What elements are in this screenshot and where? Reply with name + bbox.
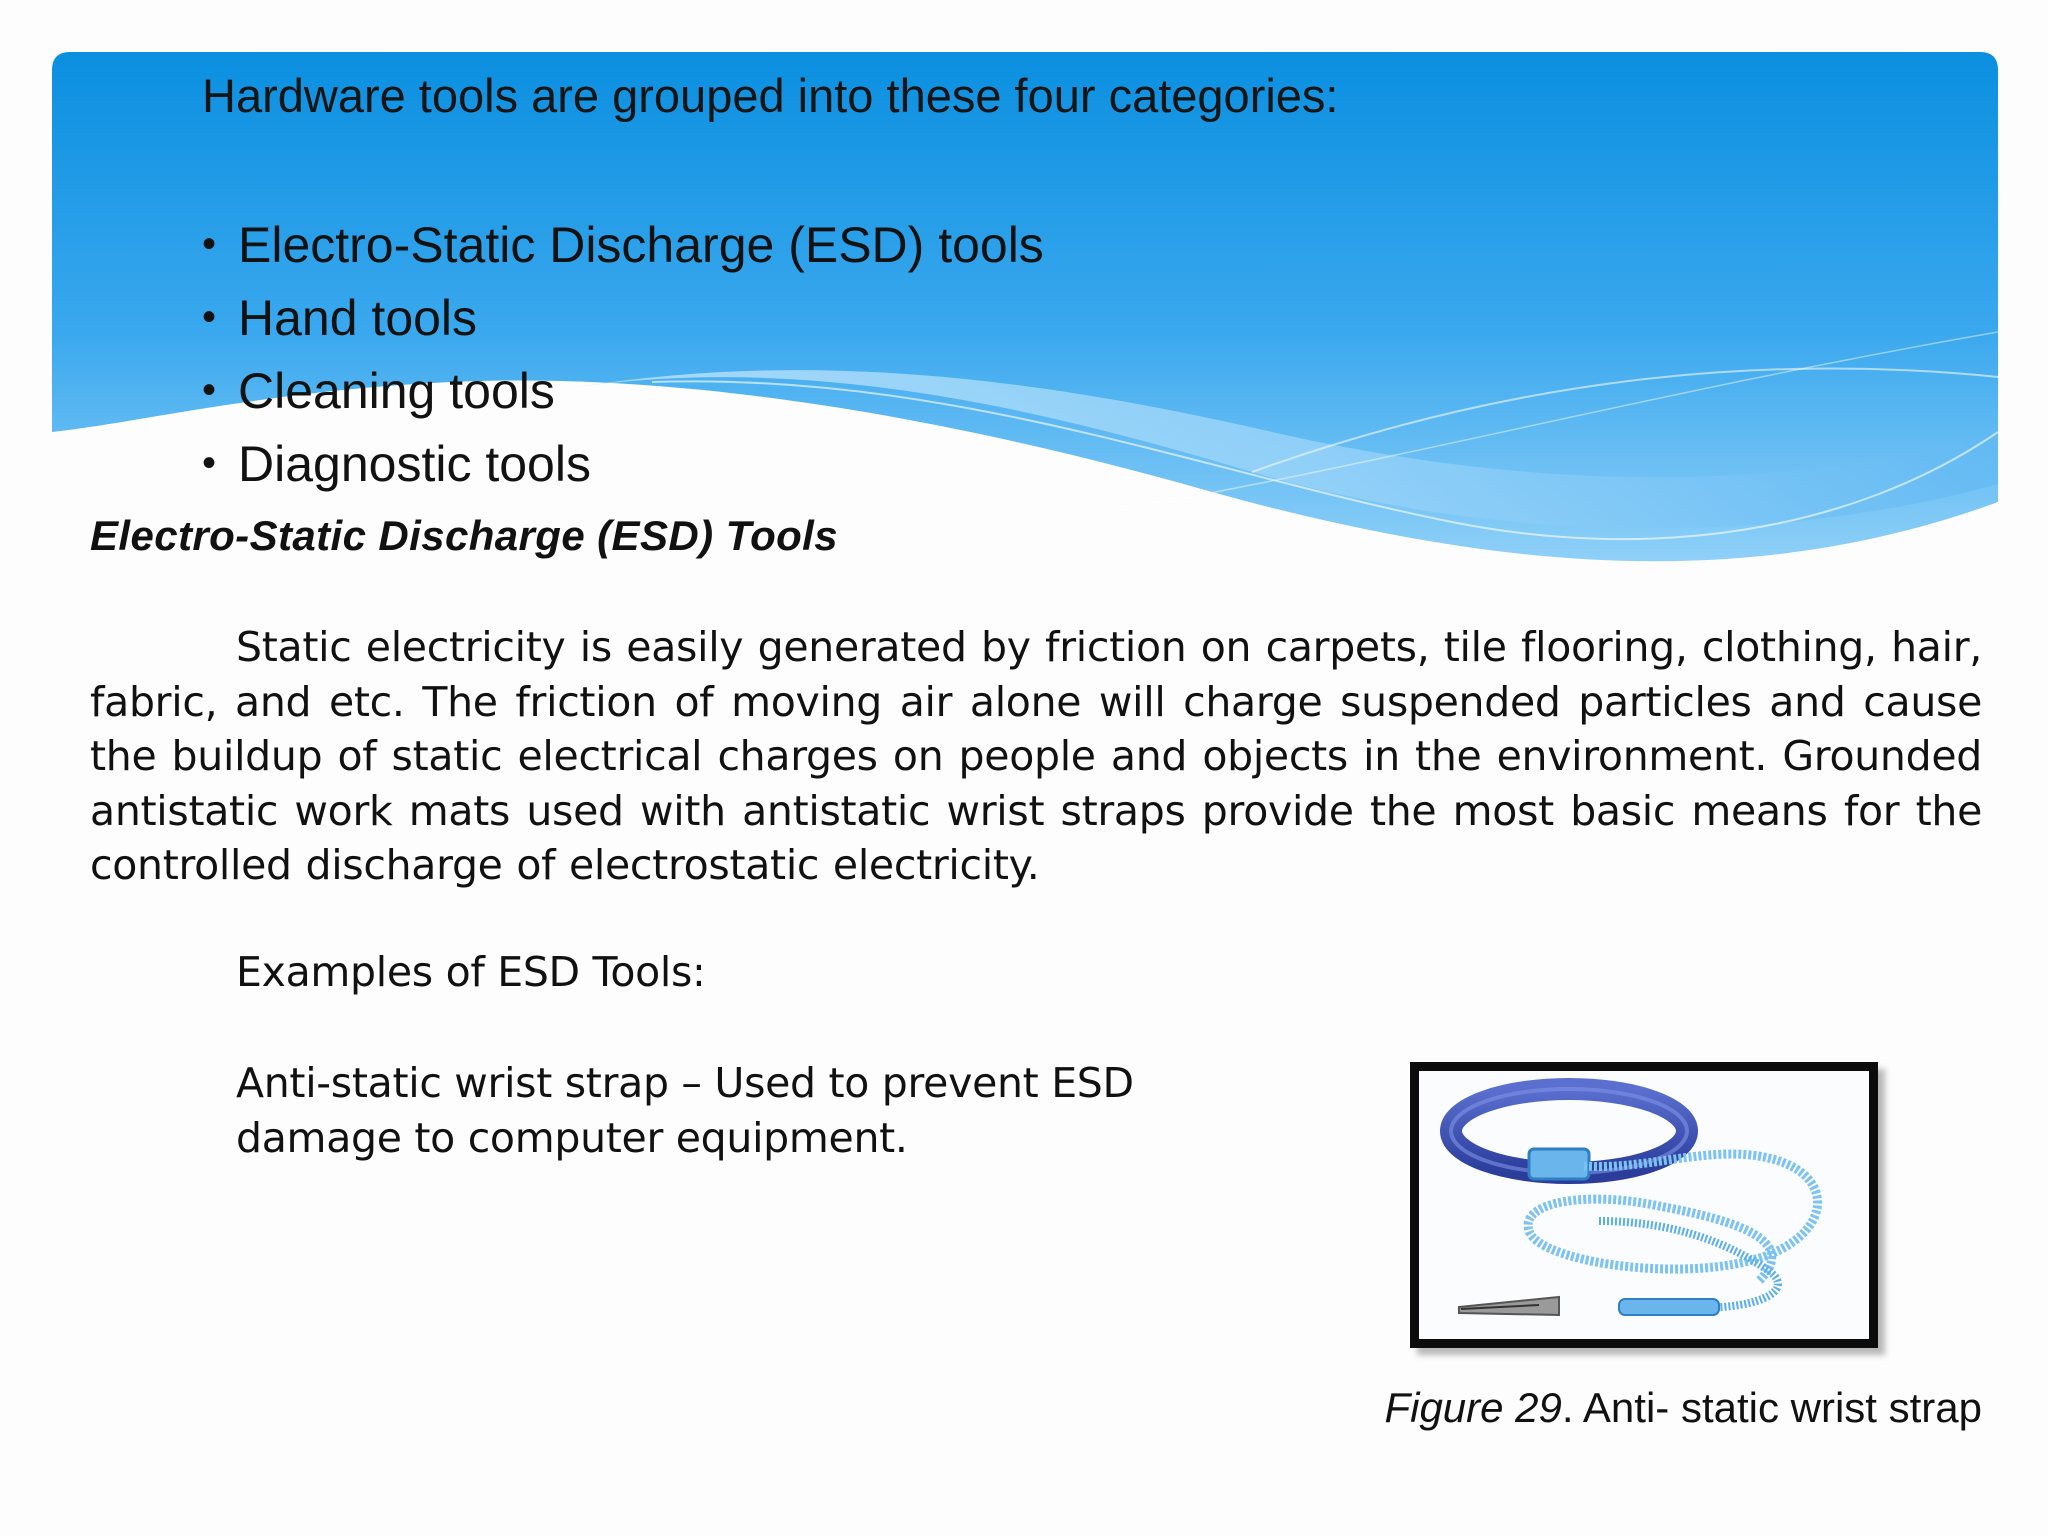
bullet-icon: • (202, 222, 217, 266)
list-item (202, 427, 1044, 500)
figure-caption (1384, 1384, 1982, 1432)
example-line-1: Anti-static wrist strap – Used to prevent ESD (236, 1059, 1134, 1107)
list-item (202, 281, 1044, 354)
bullet-icon: • (202, 295, 217, 339)
figure-image-frame (1410, 1062, 1878, 1348)
bullet-icon: • (202, 368, 217, 412)
section-heading: Electro-Static Discharge (ESD) Tools (90, 512, 839, 559)
figure-label: Figure 29 (1384, 1384, 1562, 1431)
figure-caption-text: . Anti- static wrist strap (1561, 1384, 1982, 1431)
category-label: Hand tools (238, 289, 478, 346)
category-label: Electro-Static Discharge (ESD) tools (238, 216, 1044, 273)
example-description (236, 1056, 1236, 1166)
body-paragraph-text: Static electricity is easily generated by friction on carpets, tile flooring, clothing, hair, fabric, and etc. The friction of moving air alone will charge suspended particles and cause the buildup of static electrical charges on people and objects in the environment. Grounded antistatic work mats used with antistatic wrist straps provide the most basic means for the controlled discharge of electrostatic electricity. (90, 623, 1982, 889)
example-line-2: damage to computer equipment. (236, 1114, 908, 1162)
bullet-icon: • (202, 441, 217, 485)
intro-text: Hardware tools are grouped into these four categories: (202, 69, 1339, 122)
examples-heading: Examples of ESD Tools: (236, 948, 706, 996)
tool-category-list (202, 208, 1044, 500)
category-label: Cleaning tools (238, 362, 555, 419)
category-label: Diagnostic tools (238, 435, 591, 492)
list-item (202, 354, 1044, 427)
list-item (202, 208, 1044, 281)
wrist-strap-illustration (1419, 1071, 1869, 1339)
body-paragraph (90, 620, 1982, 893)
